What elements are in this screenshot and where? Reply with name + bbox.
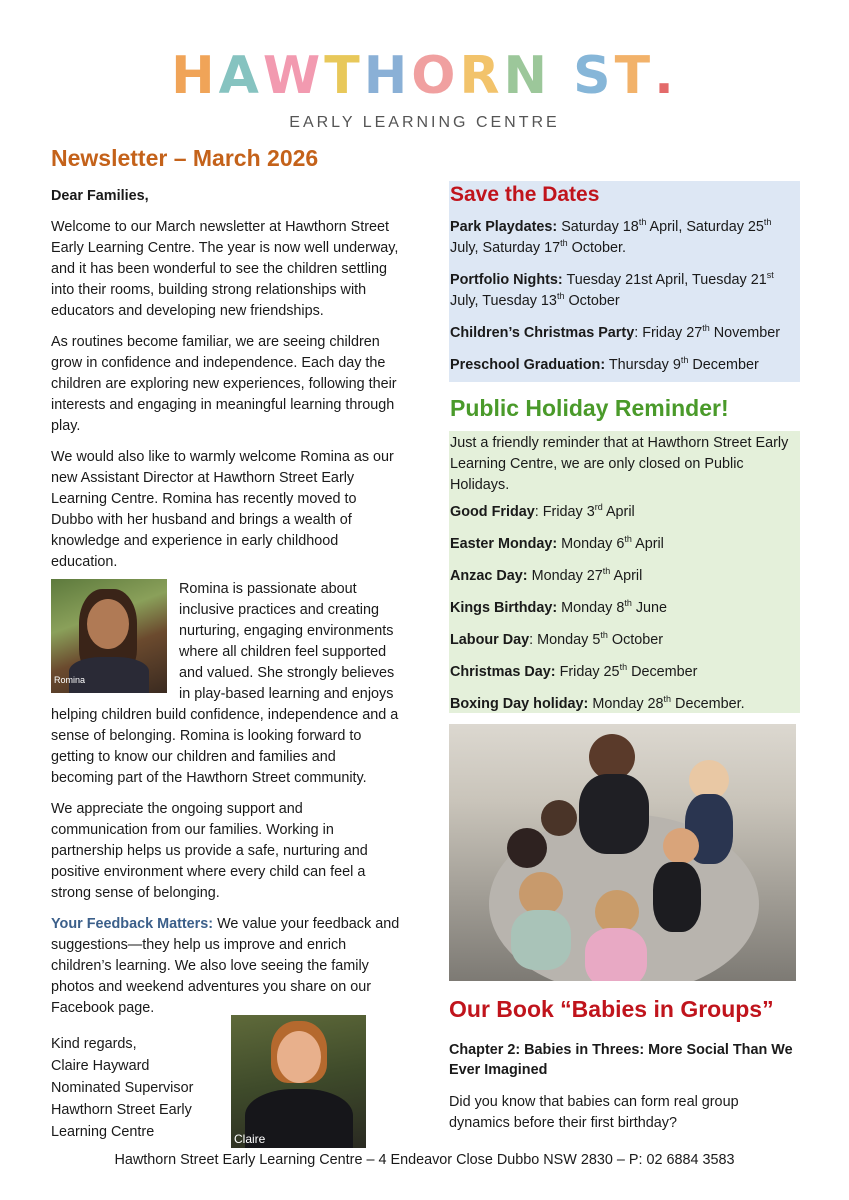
holiday-labour-day: Labour Day: Monday 5th October — [450, 630, 664, 648]
save-the-dates-box — [449, 181, 800, 382]
public-holiday-heading — [450, 395, 729, 422]
holiday-christmas-day: Christmas Day: Friday 25th December — [450, 662, 698, 680]
signoff-line: Kind regards, — [51, 1036, 137, 1052]
romina-photo-caption: Romina — [54, 675, 86, 685]
feedback-title: Your Feedback Matters: — [51, 916, 214, 932]
logo-subtitle: EARLY LEARNING CENTRE — [289, 114, 560, 131]
logo-letter: R — [459, 46, 504, 106]
paragraph-romina-bio: Romina is passionate about inclusive practices and creating nurturing, engaging environments where all children feel supported and valued. She strongly believes in play-based learning and enjoys helping children build confidence, independence and a sense of belonging. Romina is looking forward to getting to know our children and families and becoming part of the Hawthorn Street community. — [51, 581, 399, 786]
logo-letter: H — [171, 46, 219, 106]
romina-photo — [51, 579, 167, 693]
logo-letter: W — [262, 46, 325, 106]
paragraph-routines: As routines become familiar, we are seeing children grow in confidence and independence. Each day the children are exploring new experiences, following their interests and engaging in meaningful learning through play. — [51, 334, 397, 434]
logo-letter: S — [573, 46, 615, 106]
babies-group-photo — [449, 724, 796, 981]
logo-letter: O — [411, 46, 460, 106]
claire-photo — [231, 1015, 366, 1148]
book-text: Did you know that babies can form real group dynamics before their first birthday? — [449, 1094, 739, 1131]
book-chapter: Chapter 2: Babies in Threes: More Social Than We Ever Imagined — [449, 1042, 793, 1078]
paragraph-feedback — [51, 914, 401, 1019]
footer-contact: Hawthorn Street Early Learning Centre – 4 Endeavor Close Dubbo NSW 2830 – P: 02 6884 3583 — [114, 1152, 735, 1168]
holiday-easter-monday: Easter Monday: Monday 6th April — [450, 534, 664, 552]
logo — [0, 48, 849, 132]
signoff-line: Claire Hayward — [51, 1058, 150, 1074]
christmas-party: Children’s Christmas Party: Friday 27th November — [450, 323, 781, 341]
signoff — [51, 1033, 193, 1143]
holiday-kings-birthday: Kings Birthday: Monday 8th June — [450, 598, 668, 616]
logo-letter: T — [324, 46, 364, 106]
signoff-line: Hawthorn Street Early — [51, 1102, 192, 1118]
logo-letter: . — [654, 46, 678, 106]
save-the-dates-title: Save the Dates — [450, 183, 600, 206]
public-holiday-box — [449, 431, 800, 713]
logo-letter: A — [218, 46, 263, 106]
logo-letter — [551, 48, 573, 104]
logo-title — [0, 48, 849, 104]
book-title: Our Book “Babies in Groups” — [449, 996, 774, 1022]
public-holiday-title: Public Holiday Reminder! — [450, 395, 729, 421]
newsletter-title: Newsletter – March 2026 — [51, 145, 319, 171]
signoff-line: Nominated Supervisor — [51, 1080, 194, 1096]
park-playdates: Park Playdates: Saturday 18th April, Saturday 25th July, Saturday 17th October. — [450, 217, 772, 256]
logo-letter: H — [363, 46, 412, 106]
portfolio-nights: Portfolio Nights: Tuesday 21st April, Tuesday 21st July, Tuesday 13th October — [450, 270, 774, 309]
paragraph-support: We appreciate the ongoing support and communication from our families. Working in partnership helps us provide a safe, nurturing and positive environment where every child can feel a strong sense of belonging. — [51, 801, 368, 901]
claire-photo-caption: Claire — [234, 1132, 266, 1146]
paragraph-welcome: Welcome to our March newsletter at Hawthorn Street Early Learning Centre. The year is now well underway, and it has been wonderful to see the children settling into their rooms, building strong relationships with educators and developing new friendships. — [51, 219, 399, 319]
logo-letter: T — [614, 46, 655, 106]
holiday-good-friday: Good Friday: Friday 3rd April — [450, 502, 635, 520]
preschool-graduation: Preschool Graduation: Thursday 9th December — [450, 355, 759, 373]
holiday-boxing-day: Boxing Day holiday: Monday 28th December. — [450, 694, 745, 712]
logo-letter: N — [503, 46, 552, 106]
holiday-anzac-day: Anzac Day: Monday 27th April — [450, 566, 643, 584]
greeting: Dear Families, — [51, 188, 149, 204]
signoff-line: Learning Centre — [51, 1124, 155, 1140]
holiday-intro: Just a friendly reminder that at Hawthorn Street Early Learning Centre, we are only closed on Public Holidays. — [450, 435, 789, 493]
paragraph-romina-intro: We would also like to warmly welcome Romina as our new Assistant Director at Hawthorn Street Early Learning Centre. Romina has recently moved to Dubbo with her husband and brings a wealth of knowledge and experience in early childhood education. — [51, 449, 394, 570]
feedback-text: We value your feedback and suggestions—they help us improve and enrich children’s learning. We also love seeing the family photos and weekend adventures you share on our Facebook page. — [51, 916, 400, 1016]
newsletter-body — [51, 186, 401, 1029]
